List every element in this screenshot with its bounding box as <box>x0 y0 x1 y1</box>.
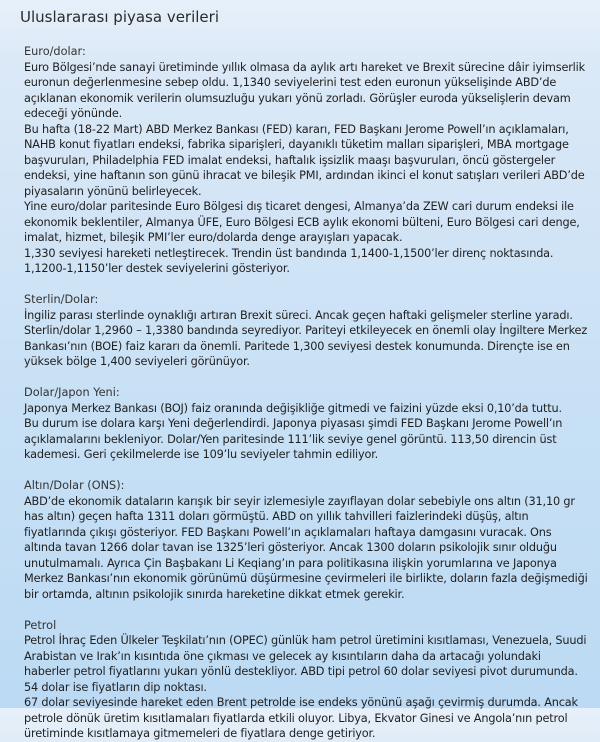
section-title-dollar-yen: Dolar/Japon Yeni: <box>24 386 120 399</box>
section-oil <box>24 618 588 742</box>
section-euro-dollar <box>24 44 588 277</box>
paragraph: Petrol İhraç Eden Ülkeler Teşkilatı’nın (OPEC) günlük ham petrol üretimini kısıtlaması, Venezuela, Suudi Arabistan ve Irak’ın kısıntıda öne çıkması ve gelecek ay kısıntıların daha da artacağı yolundaki haberler petrol fiyatlarını yukarı yönlü destekliyor. ABD tipi petrol 60 dolar seviyesi pivot durumunda. 54 dolar ise fiyatların dip noktası. <box>24 634 587 694</box>
section-title-oil: Petrol <box>24 618 57 632</box>
section-title-sterling-dollar: Sterlin/Dolar: <box>24 293 99 306</box>
page-title: Uluslararası piyasa verileri <box>20 8 219 26</box>
section-title-gold-dollar: Altın/Dolar (ONS): <box>24 479 125 492</box>
paragraph: NAHB konut fiyatları endeksi, fabrika siparişleri, dayanıklı tüketim malları siparişleri, MBA mortgage başvuruları, Philadelphia FED imalat endeksi, haftalık işsizlik maaşı başvuruları, öncü göstergeler endeksi, yine haftanın son günü ihracat ve bileşik PMI, ardından ikinci el konut satışları verileri ABD’de piyasaların yönünü belirleyecek. <box>24 138 585 198</box>
paragraph: ABD’de ekonomik dataların karışık bir seyir izlemesiyle zayıflayan dolar sebebiyle ons altın (31,10 gr has altın) geçen hafta 1311 doları görmüştü. ABD on yıllık tahvilleri faizlerindeki düşüş, altın fiyatlarında çıkışı gösteriyor. FED Başkanı Powell’ın açıklamaları haftaya damgasını vuracak. Ons altında tavan 1266 dolar tavan ise 1325’leri gösteriyor. Ancak 1300 doların psikolojik sınır olduğu unutulmamalı. Ayrıca Çin Başbakanı Li Keqiang’ın para politikasına ilişkin yorumlarına ve Japonya Merkez Bankası’nın ekonomik görünümü düşürmesine çevirmeleri ile birlikte, doların fazla değişmediği bir ortamda, altının psikolojik sınırda hareketine dikkat etmek gerekir. <box>24 494 588 601</box>
section-title-euro-dollar: Euro/dolar: <box>24 45 86 58</box>
paragraph: Japonya Merkez Bankası (BOJ) faiz oranında değişikliğe gitmedi ve faizini yüzde eksi 0,10’da tuttu. <box>24 401 562 415</box>
paragraph: İngiliz parası sterlinde oynaklığı artıran Brexit süreci. Ancak geçen haftaki gelişmeler sterline yaradı. Sterlin/dolar 1,2960 – 1,3380 bandında seyrediyor. Pariteyi etkileyecek en önemli olay İngiltere Merkez Bankası’nın (BOE) faiz kararı da önemli. Paritede 1,300 seviyesi destek konumunda. Dirençte ise en yüksek bölge 1,400 seviyeleri görünüyor. <box>24 308 588 368</box>
paragraph: 1,330 seviyesi hareketi netleştirecek. Trendin üst bandında 1,1400-1,1500’ler direnç noktasında. 1,1200-1,1150’ler destek seviyelerini gösteriyor. <box>24 246 554 275</box>
paragraph: 67 dolar seviyesinde hareket eden Brent petrolde ise endeks yönünü aşağı çevirmiş durumda. Ancak petrole dönük üretim kısıtlamaları fiyatlarda etkili oluyor. Libya, Ekvator Ginesi ve Angola’nın petrol üretiminde kısıtlamaya gitmemeleri de fiyatlara denge getiriyor. <box>24 696 578 740</box>
section-gold-dollar <box>24 478 588 602</box>
section-sterling-dollar <box>24 292 588 370</box>
paragraph: Yine euro/dolar paritesinde Euro Bölgesi dış ticaret dengesi, Almanya’da ZEW cari durum endeksi ile ekonomik beklentiler, Almanya ÜFE, Euro Bölgesi ECB aylık ekonomi bülteni, Euro Bölgesi cari denge, imalat, hizmet, bileşik PMI’ler euro/dolarda denge arayışları yapacak. <box>24 200 580 244</box>
paragraph: Bu hafta (18-22 Mart) ABD Merkez Bankası (FED) kararı, FED Başkanı Jerome Powell’ın açıklamaları, <box>24 122 569 136</box>
paragraph: Euro Bölgesi’nde sanayi üretiminde yıllık olmasa da aylık artı hareket ve Brexit sürecine dâir iyimserlik euronun değerlenmesine sebep oldu. 1,1340 seviyelerini test eden euronun yükselişinde ABD’de açıklanan ekonomik verilerin olumsuzluğu yukarı yönü zorladı. Görüşler euroda yükselişlerin devam edeceği yönünde. <box>24 60 585 120</box>
section-dollar-yen <box>24 385 588 463</box>
paragraph: Bu durum ise dolara karşı Yeni değerlendirdi. Japonya piyasası şimdi FED Başkanı Jerome Powell’ın açıklamalarını bekleniyor. Dolar/Yen paritesinde 111’lik seviye genel görüntü. 113,50 direncin üst kademesi. Geri çekilmelerde ise 109’lu seviyeler tahmin ediliyor. <box>24 417 563 461</box>
